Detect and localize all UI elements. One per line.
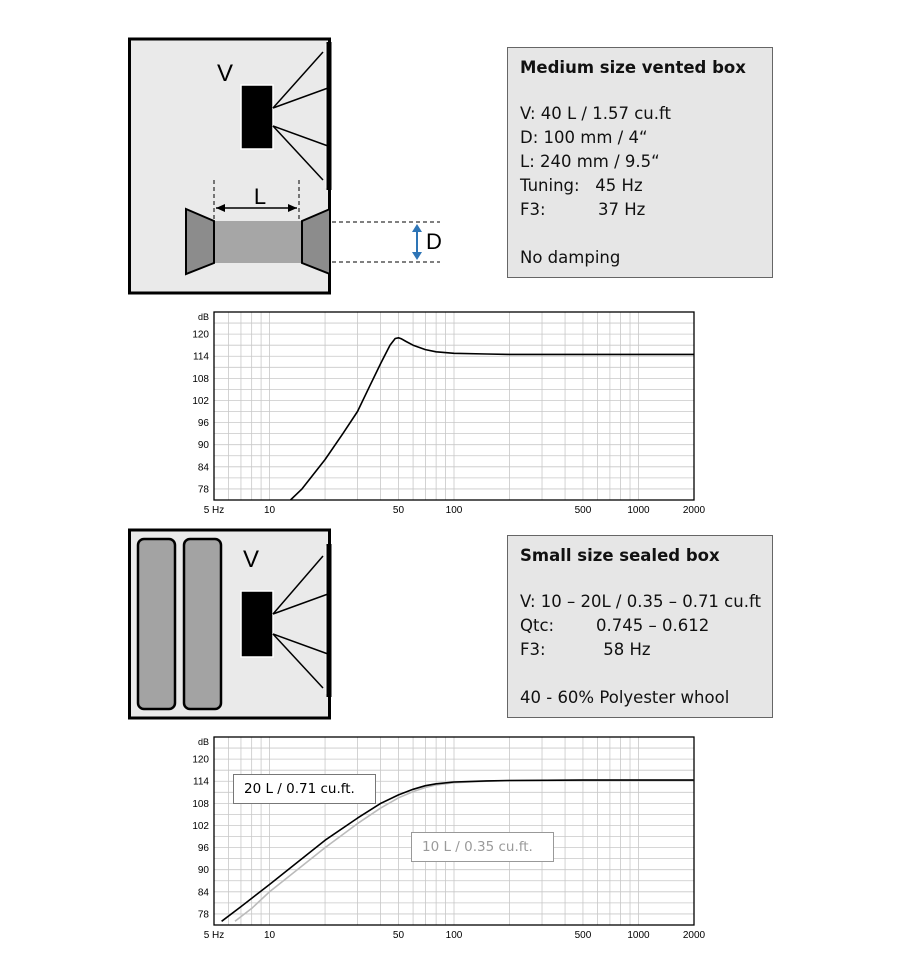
y-tick-label: 120	[192, 329, 209, 341]
sealed-info-line: Qtc: 0.745 – 0.612	[520, 616, 710, 635]
x-tick-label: 50	[392, 505, 405, 516]
sealed-info-box	[507, 535, 773, 718]
y-tick-label: 84	[197, 462, 209, 474]
y-tick-label: 78	[197, 484, 209, 496]
sealed-info-line: V: 10 – 20L / 0.35 – 0.71 cu.ft	[520, 592, 761, 611]
curve-label-20l: 20 L / 0.71 cu.ft.	[233, 774, 376, 804]
vented-box-diagram	[120, 30, 455, 300]
port-length-label: L	[253, 184, 267, 209]
y-tick-label: 102	[192, 820, 209, 832]
x-tick-label: 100	[445, 930, 463, 941]
x-tick-label: 1000	[627, 930, 650, 941]
x-tick-label: 2000	[682, 930, 706, 941]
vented-volume-label: V	[216, 60, 234, 87]
y-tick-label: 108	[192, 373, 209, 385]
vented-info-note: No damping	[520, 248, 621, 267]
x-tick-label: 5 Hz	[203, 930, 225, 941]
damping-panel	[138, 539, 175, 709]
sealed-info-note: 40 - 60% Polyester whool	[520, 688, 730, 707]
x-tick-label: 10	[263, 930, 276, 941]
vented-info-title: Medium size vented box	[520, 58, 746, 77]
y-tick-label: 90	[197, 440, 209, 452]
y-axis-label: dB	[197, 312, 209, 322]
x-tick-label: 2000	[682, 505, 706, 516]
y-tick-label: 90	[197, 865, 209, 877]
vented-info-line: V: 40 L / 1.57 cu.ft	[520, 104, 671, 123]
vented-response-chart	[180, 305, 710, 520]
y-tick-label: 120	[192, 754, 209, 766]
sealed-box-diagram	[120, 522, 345, 727]
x-tick-label: 500	[574, 930, 592, 941]
y-tick-label: 78	[197, 909, 209, 921]
sealed-info-title: Small size sealed box	[520, 546, 720, 565]
curve-label-10l: 10 L / 0.35 cu.ft.	[411, 832, 554, 862]
x-tick-label: 100	[445, 505, 463, 516]
y-tick-label: 114	[193, 351, 209, 363]
vented-info-line: L: 240 mm / 9.5“	[520, 152, 660, 171]
damping-panel	[184, 539, 221, 709]
port-diameter-dimension	[332, 222, 440, 262]
y-tick-label: 84	[197, 887, 209, 899]
vented-info-line: F3: 37 Hz	[520, 200, 646, 219]
speaker-magnet	[241, 85, 273, 149]
vented-info-line: D: 100 mm / 4“	[520, 128, 648, 147]
x-tick-label: 1000	[627, 505, 650, 516]
speaker-magnet	[241, 591, 273, 657]
y-tick-label: 96	[197, 843, 209, 855]
y-tick-label: 114	[193, 776, 209, 788]
y-tick-label: 108	[192, 798, 209, 810]
x-tick-label: 5 Hz	[203, 505, 225, 516]
sealed-volume-label: V	[242, 546, 260, 573]
vented-info-box	[507, 47, 773, 278]
x-tick-label: 10	[263, 505, 276, 516]
y-tick-label: 102	[192, 395, 209, 407]
x-tick-label: 500	[574, 505, 592, 516]
vented-info-line: Tuning: 45 Hz	[520, 176, 643, 195]
y-axis-label: dB	[197, 737, 209, 747]
port-diameter-label: D	[426, 229, 442, 254]
x-tick-label: 50	[392, 930, 405, 941]
y-tick-label: 96	[197, 418, 209, 430]
sealed-info-line: F3: 58 Hz	[520, 640, 651, 659]
